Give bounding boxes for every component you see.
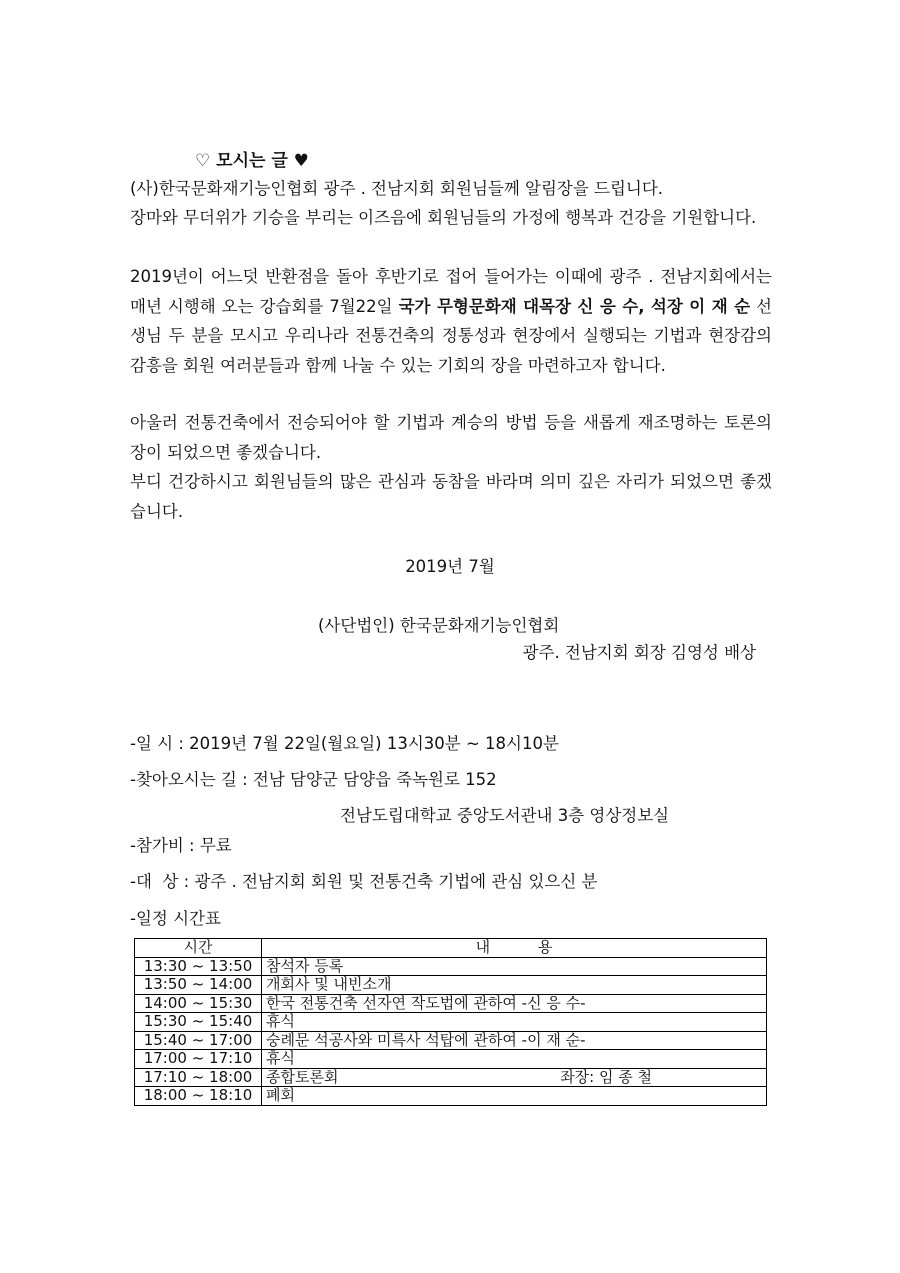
row-time: 14:00 ~ 15:30 xyxy=(135,994,262,1013)
info-target: -대 상 : 광주 . 전남지회 회원 및 전통건축 기법에 관심 있으신 분 xyxy=(130,872,598,891)
schedule-header-row xyxy=(135,939,767,958)
table-row xyxy=(135,1050,767,1069)
info-schedule-label: -일정 시간표 xyxy=(130,909,221,928)
paragraph-greeting: (사)한국문화재기능인협회 광주 . 전남지회 회원님들께 알림장을 드립니다. xyxy=(130,179,664,198)
table-row xyxy=(135,976,767,995)
row-content: 휴식 xyxy=(262,1050,767,1069)
table-row xyxy=(135,994,767,1013)
row-content: 휴식 xyxy=(262,1013,767,1032)
paragraph-discussion: 아울러 전통건축에서 전승되어야 할 기법과 계승의 방법 등을 새롭게 재조명하는 토론의 장이 되었으면 좋겠습니다. xyxy=(130,413,772,462)
letter-date: 2019년 7월 xyxy=(405,557,495,576)
intro-text-a: 2019년이 어느덧 반환점을 돌아 후반기로 접어 들어가는 이때에 광주 . 전남지회에서는 매년 시행해 오는 강습회를 7월22일 xyxy=(130,267,772,316)
row-time: 15:30 ~ 15:40 xyxy=(135,1013,262,1032)
paragraph-closing: 부디 건강하시고 회원님들의 많은 관심과 동참을 바라며 의미 깊은 자리가 되었으면 좋겠습니다. xyxy=(130,472,772,521)
table-row xyxy=(135,1068,767,1087)
table-row xyxy=(135,1087,767,1106)
info-fee: -참가비 : 무료 xyxy=(130,836,232,855)
intro-lecturers: 국가 무형문화재 대목장 신 응 수, 석장 이 재 순 xyxy=(398,296,751,316)
intro-text-c: 선생님 두 분을 모시고 우리나라 전통건축의 정통성과 현장에서 실행되는 기법과 현장감의 감흥을 회원 여러분들과 함께 나눌 수 있는 기회의 장을 마련하고자 합니다. xyxy=(130,296,772,375)
info-datetime: -일 시 : 2019년 7월 22일(월요일) 13시30분 ~ 18시10분 xyxy=(130,734,559,753)
table-row xyxy=(135,1031,767,1050)
table-row xyxy=(135,957,767,976)
header-content: 내 용 xyxy=(262,939,767,958)
row-time: 17:10 ~ 18:00 xyxy=(135,1068,262,1087)
schedule-table xyxy=(134,938,767,1106)
row-time: 13:50 ~ 14:00 xyxy=(135,976,262,995)
row-content: 한국 전통건축 선자연 작도법에 관하여 -신 응 수- xyxy=(262,994,767,1013)
signature: 광주. 전남지회 회장 김영성 배상 xyxy=(522,643,756,662)
info-location-detail: 전남도립대학교 중앙도서관내 3층 영상정보실 xyxy=(340,806,670,825)
row-content xyxy=(262,1068,767,1087)
row-time: 13:30 ~ 13:50 xyxy=(135,957,262,976)
table-row xyxy=(135,1013,767,1032)
row-content: 참석자 등록 xyxy=(262,957,767,976)
info-location: -찾아오시는 길 : 전남 담양군 담양읍 죽녹원로 152 xyxy=(130,770,497,789)
paragraph-event-intro xyxy=(130,262,772,380)
row-time: 18:00 ~ 18:10 xyxy=(135,1087,262,1106)
row-content: 폐회 xyxy=(262,1087,767,1106)
row-time: 17:00 ~ 17:10 xyxy=(135,1050,262,1069)
row-time: 15:40 ~ 17:00 xyxy=(135,1031,262,1050)
heading: ♡ 모시는 글 ♥ xyxy=(195,151,309,171)
row-content: 숭례문 석공사와 미륵사 석탑에 관하여 -이 재 순- xyxy=(262,1031,767,1050)
organization-name: (사단법인) 한국문화재기능인협회 xyxy=(318,616,560,635)
paragraph-wishes: 장마와 무더위가 기승을 부리는 이즈음에 회원님들의 가정에 행복과 건강을 기원합니다. xyxy=(130,208,757,227)
header-time: 시간 xyxy=(135,939,262,958)
row-content-text: 종합토론회 xyxy=(266,1067,339,1086)
row-content: 개회사 및 내빈소개 xyxy=(262,976,767,995)
chair-name: 좌장: 임 종 철 xyxy=(560,1067,652,1086)
